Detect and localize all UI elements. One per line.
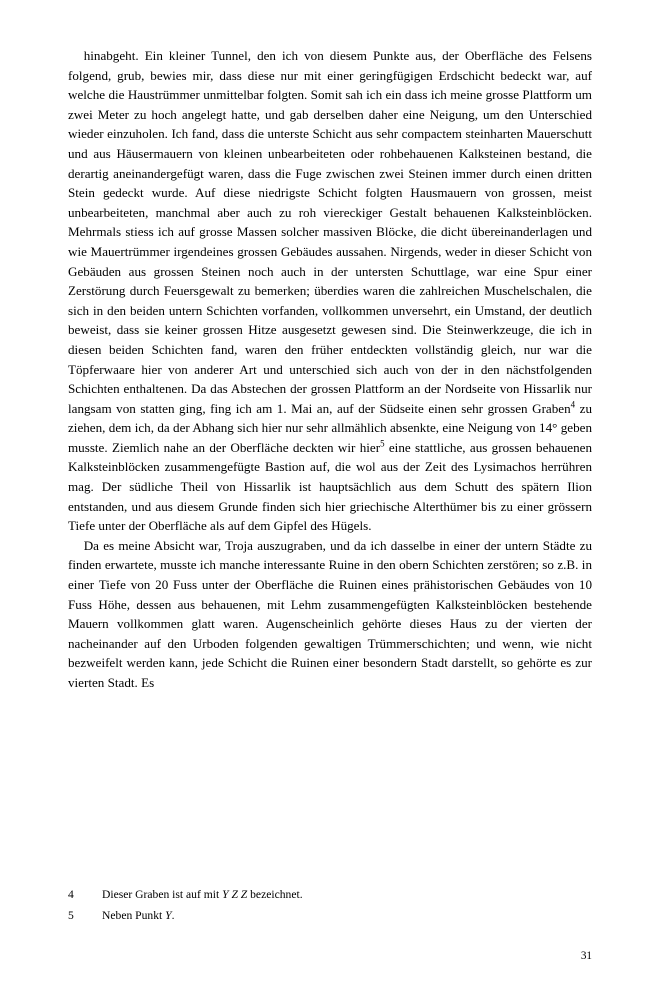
footnote-number: 5 bbox=[68, 909, 74, 922]
emphasis-text: Y bbox=[165, 909, 172, 922]
paragraph: Da es meine Absicht war, Troja auszugraben, und da ich dasselbe in einer der untern Städte zu finden erwartete, musste ich manche interessante Ruine in den obern Schichten zerstören; so z.B. in einer Tiefe von 20 Fuss unter der Oberfläche die Ruinen eines prähistorischen Gebäudes von 10 Fuss Höhe, dessen aus behauenen, mit Lehm zusammengefügten Kalksteinblöcken bestehende Mauern vollkommen glatt waren. Augenscheinlich gehörte dieses Haus zu der vierten der nacheinander auf den Urboden folgenden gewaltigen Trümmerschichten; und wenn, wie nicht bezweifelt werden kann, jede Schicht die Ruinen einer besondern Stadt darstellt, so gehörte es zur vierten Stadt. Es bbox=[68, 537, 592, 690]
footnote bbox=[68, 886, 592, 903]
footnote-marker: 5 bbox=[380, 438, 385, 449]
footnote bbox=[68, 907, 592, 924]
footnote-text: Neben Punkt Y. bbox=[102, 909, 175, 922]
page-body bbox=[68, 46, 592, 693]
paragraph: hinabgeht. Ein kleiner Tunnel, den ich von diesem Punkte aus, der Oberfläche des Felsens folgend, grub, bewies mir, dass diese nur mit einer geringfügigen Erdschicht bedeckt war, auf welche die Haustrümmer unmittelbar folgten. Somit sah ich ein dass ich meine grosse Plattform um zwei Meter zu hoch angelegt hatte, und gab derselben daher eine Neigung, um den Unterschied wieder einzuholen. Ich fand, dass die unterste Schicht aus sehr compactem steinharten Mauerschutt und aus Häusermauern von kleinen unbearbeiteten oder rohbehauenen Kalksteinen bestand, die derartig aneinandergefügt waren, dass die Fuge zwischen zwei Steinen immer durch einen dritten Stein gedeckt wurde. Auf diese niedrigste Schicht folgten Hausmauern von grossen, meist unbearbeiteten, manchmal aber auch zu roh viereckiger Gestalt behauenen Kalksteinblöcken. Mehrmals stiess ich auf grosse Massen solcher massiven Blöcke, die dicht übereinanderlagen und wie Mauertrümmer irgendeines grossen Gebäudes aussahen. Nirgends, weder in dieser Schicht von Gebäuden aus grossen Steinen noch auch in der untersten Schuttlage, war eine Spur einer Zerstörung durch Feuersgewalt zu bemerken; überdies waren die zahlreichen Muschelschalen, die sich in den beiden untern Schichten vorfanden, vollkommen unversehrt, ein Umstand, der deutlich beweist, dass sie keiner grossen Hitze ausgesetzt gewesen sind. Die Steinwerkzeuge, die ich in diesen beiden Schichten fand, waren den früher entdeckten vollständig gleich, nur war die Töpferwaare hier von anderer Art und unterschied sich auch von der in den nächstfolgenden Schichten enthaltenen. Da das Abstechen der grossen Plattform an der Nordseite von Hissarlik nur langsam von statten ging, fing ich am 1. Mai an, auf der Südseite einen sehr grossen Graben$^4$ zu ziehen, dem ich, da der Abhang sich hier nur sehr allmählich absenkte, eine Neigung von 14° geben musste. Ziemlich nahe an der Oberfläche deckten wir hier$^5$ eine stattliche, aus grossen behauenen Kalksteinblöcken zusammengefügte Bastion auf, die wol aus der Zeit des Lysimachos herrühren mag. Der südliche Theil von Hissarlik ist hauptsächlich aus dem Schutt des spätern Ilion entstanden, und aus diesem Grunde finden sich hier griechische Alterthümer bis zu einer grössern Tiefe unter der Oberfläche als auf dem Gipfel des Hügels. bbox=[68, 48, 592, 534]
footnote-area bbox=[68, 886, 592, 928]
page-number: 31 bbox=[580, 950, 592, 962]
footnote-marker: 4 bbox=[570, 399, 576, 410]
footnote-text: Dieser Graben ist auf mit Y Z Z bezeichnet. bbox=[102, 888, 303, 901]
emphasis-text: Y Z Z bbox=[222, 888, 248, 901]
footnote-number: 4 bbox=[68, 888, 74, 901]
